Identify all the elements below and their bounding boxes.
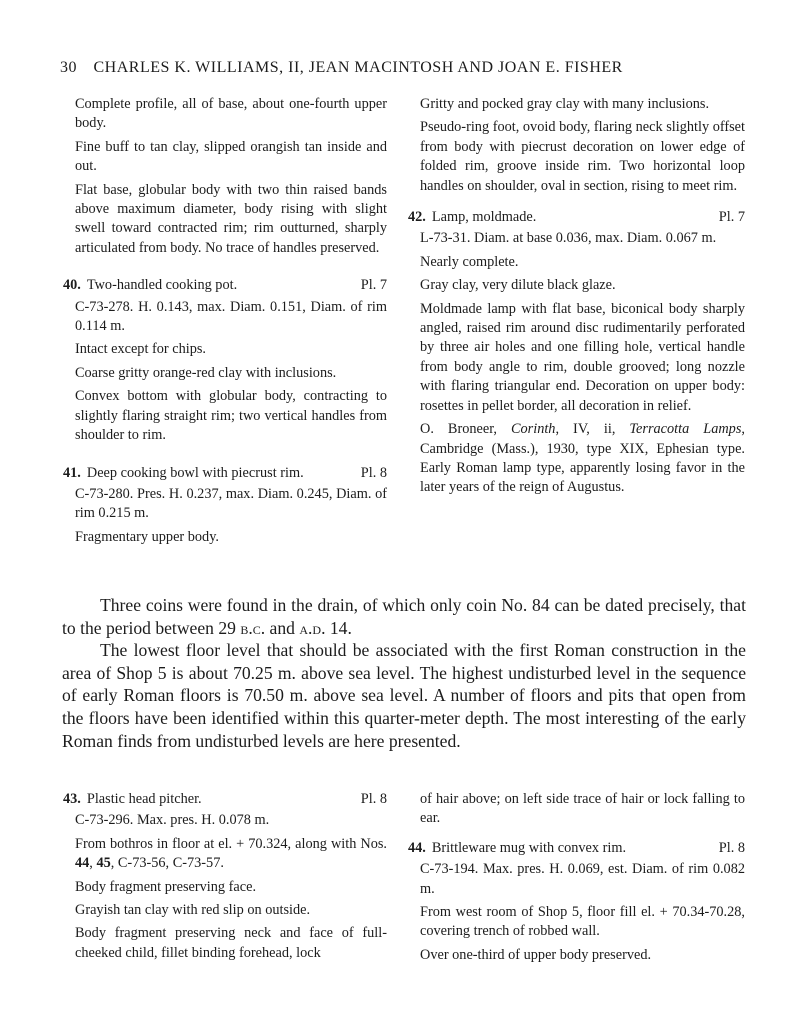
entry-title: Plastic head pitcher. [86,791,202,807]
left-column-bottom [63,790,387,967]
paragraph: Intact except for chips. [75,341,206,358]
right-column-top [408,95,745,502]
paragraph: Pseudo-ring foot, ovoid body, flaring neck slightly offset from body with piecrust decoration on lower edge of folded rim, groove inside rim. Two horizontal loop handles on shoulder, oval in section, rising to meet rim. [420,119,745,194]
entry-number: 40. [63,277,81,294]
paragraph: Moldmade lamp with flat base, biconical body sharply angled, raised rim around disc rudimentarily perforated by three air holes and one filling hole, vertical handle from body angle to rim, double grooved; long nozzle with flaring triangular end. Decoration on upper body: rosettes in pellet border, all decoration in relief. [420,300,745,414]
entry-title: Deep cooking bowl with piecrust rim. [86,464,304,481]
paragraph: Gray clay, very dilute black glaze. [420,277,616,294]
entry-title: Two-handled cooking pot. [86,277,238,294]
paragraph: Coarse gritty orange-red clay with inclusions. [75,364,337,381]
paragraph: The lowest floor level that should be associated with the first Roman construction in the area of Shop 5 is about 70.25 m. above sea level. The highest undisturbed level in the sequence of early Roman floors is 70.50 m. above sea level. A number of floors and pits that open from the floors have been identified within this quarter-meter depth. The most interesting of the early Roman finds from undisturbed levels are here presented. [62,640,746,751]
header-authors: CHARLES K. WILLIAMS, II, JEAN MACINTOSH AND JOAN E. FISHER [93,59,623,76]
entry-number: 44. [408,839,426,856]
paragraph: Complete profile, all of base, about one-fourth upper body. [75,96,387,132]
paragraph: From west room of Shop 5, floor fill el. + 70.34-70.28, covering trench of robbed wall. [420,904,745,940]
catalog-entry-40-heading [63,276,387,295]
paragraph: Body fragment preserving face. [75,878,257,895]
entry-number: 42. [408,209,426,226]
paragraph-continuation: of hair above; on left side trace of hair or lock falling to ear. [420,791,745,827]
plate-ref: Pl. 8 [718,839,745,856]
paragraph: Grayish tan clay with red slip on outside. [75,902,311,919]
entry-title: Lamp, moldmade. [431,209,537,226]
right-column-bottom [408,790,745,969]
paragraph: Gritty and pocked gray clay with many inclusions. [420,96,710,112]
left-column-top [63,95,387,551]
inventory-line: C-73-280. Pres. H. 0.237, max. Diam. 0.245, Diam. of rim 0.215 m. [75,485,387,522]
entry-number: 41. [63,464,81,481]
catalog-entry-42-heading [408,208,745,227]
catalog-entry-43-heading [63,790,387,809]
inventory-line: C-73-296. Max. pres. H. 0.078 m. [75,812,270,829]
paragraph: Convex bottom with globular body, contracting to slightly flaring straight rim; two vertical handles from shoulder to rim. [75,388,387,444]
catalog-entry-41-heading [63,464,387,483]
paragraph: Fine buff to tan clay, slipped orangish tan inside and out. [75,138,387,175]
paragraph: Flat base, globular body with two thin raised bands above maximum diameter, body rising with slight swell toward contracted rim; rim outturned, sharply articulated from body. No trace of handles preserved. [75,181,387,256]
running-header [60,59,760,77]
inventory-line: C-73-278. H. 0.143, max. Diam. 0.151, Diam. of rim 0.114 m. [75,298,387,335]
inventory-line: C-73-194. Max. pres. H. 0.069, est. Diam. of rim 0.082 m. [420,861,745,897]
entry-number: 43. [63,791,81,807]
page-number: 30 [60,59,77,76]
paragraph: Over one-third of upper body preserved. [420,946,652,963]
entry-title: Brittleware mug with convex rim. [431,839,627,856]
paragraph: Three coins were found in the drain, of which only coin No. 84 can be dated precisely, that to the period between 29 b.c. and a.d. 14. [62,595,746,638]
bibliographic-reference: O. Broneer, Corinth, IV, ii, Terracotta Lamps, Cambridge (Mass.), 1930, type XIX, Ephesian type. Early Roman lamp type, apparently losing favor in the later years of the reign of Augustus. [420,421,745,496]
body-text [62,594,746,752]
inventory-line: L-73-31. Diam. at base 0.036, max. Diam. 0.067 m. [420,230,717,247]
paragraph: Body fragment preserving neck and face of full-cheeked child, fillet binding forehead, lock [75,925,387,961]
paragraph: Fragmentary upper body. [75,528,219,545]
plate-ref: Pl. 8 [360,791,387,807]
find-context: From bothros in floor at el. + 70.324, along with Nos. 44, 45, C-73-56, C-73-57. [75,835,387,872]
plate-ref: Pl. 7 [360,277,387,294]
plate-ref: Pl. 7 [718,209,745,226]
catalog-entry-44-heading [408,839,745,858]
paragraph: Nearly complete. [420,253,519,270]
plate-ref: Pl. 8 [360,464,387,481]
